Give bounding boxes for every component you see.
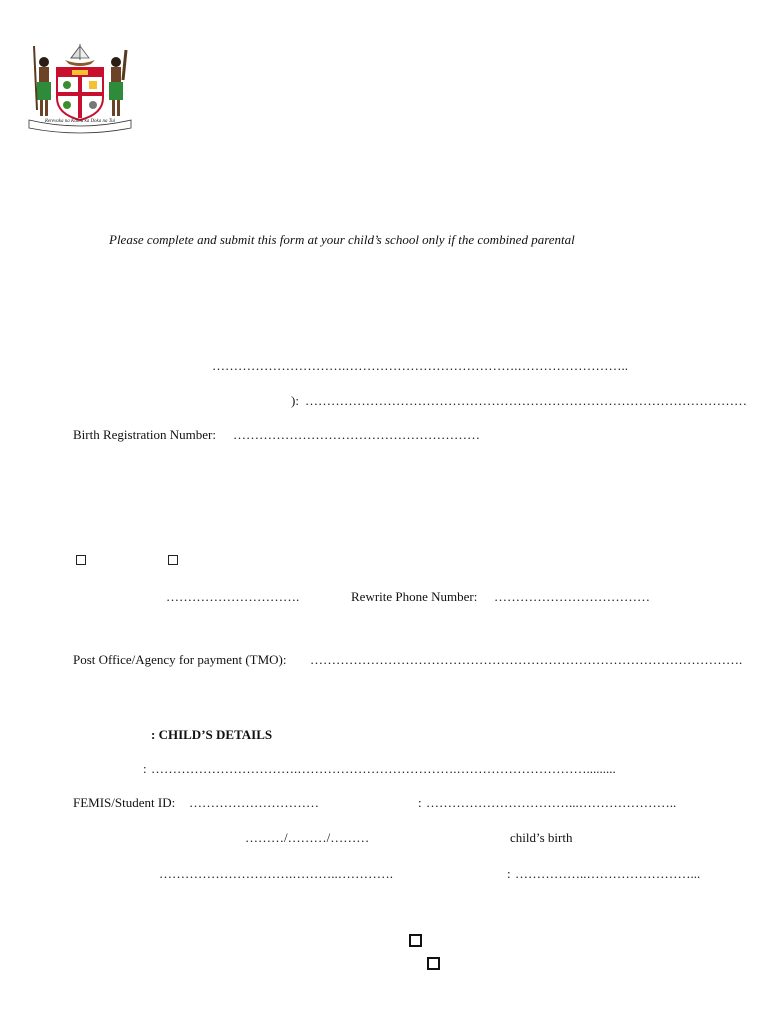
child-name-field[interactable]: …………………………….……………………………….…………………………......... (151, 761, 616, 776)
birth-registration-field[interactable]: ………………………………………………… (233, 427, 480, 442)
form-instruction: Please complete and submit this form at your child’s school only if the combined parental (109, 232, 575, 247)
femis-student-id-field[interactable]: ………………………… (189, 795, 319, 810)
child-field-2[interactable]: ……………………………...………………….. (426, 795, 677, 810)
crest-motto: Rerevaka na Kalou ka Doka na Tui (44, 119, 116, 124)
phone-number-field[interactable]: …………………………. (166, 589, 300, 604)
femis-student-id-label: FEMIS/Student ID: (73, 795, 176, 810)
post-office-field[interactable]: ………………………………………………………………………………………. (310, 652, 743, 667)
childs-birth-label: child’s birth (510, 830, 573, 845)
child-field-4-colon: : (507, 866, 511, 881)
field-line-2[interactable]: ………………………………………………………………………………………… (305, 393, 747, 408)
checkbox-option-2[interactable] (168, 555, 178, 565)
checkbox-bottom-2[interactable] (427, 957, 440, 970)
section-heading-childs-details: : CHILD’S DETAILS (151, 727, 273, 742)
child-field-3[interactable]: ………………………….………..…………. (159, 866, 393, 881)
rewrite-phone-label: Rewrite Phone Number: (351, 589, 478, 604)
checkbox-option-1[interactable] (76, 555, 86, 565)
coat-of-arms-logo (27, 40, 133, 134)
post-office-label: Post Office/Agency for payment (TMO): (73, 652, 287, 667)
birth-registration-label: Birth Registration Number: (73, 427, 216, 442)
child-field-4[interactable]: ……………..……………………... (515, 866, 701, 881)
field-line-1[interactable]: ………………………….………………………………….…………………….. (212, 358, 628, 373)
date-of-birth-field[interactable]: ………/………/……… (245, 830, 370, 845)
field-line-2-label: ): (291, 393, 299, 408)
checkbox-bottom-1[interactable] (409, 934, 422, 947)
child-name-colon: : (143, 761, 147, 776)
child-field-2-colon: : (418, 795, 422, 810)
rewrite-phone-field[interactable]: ……………………………… (494, 589, 650, 604)
